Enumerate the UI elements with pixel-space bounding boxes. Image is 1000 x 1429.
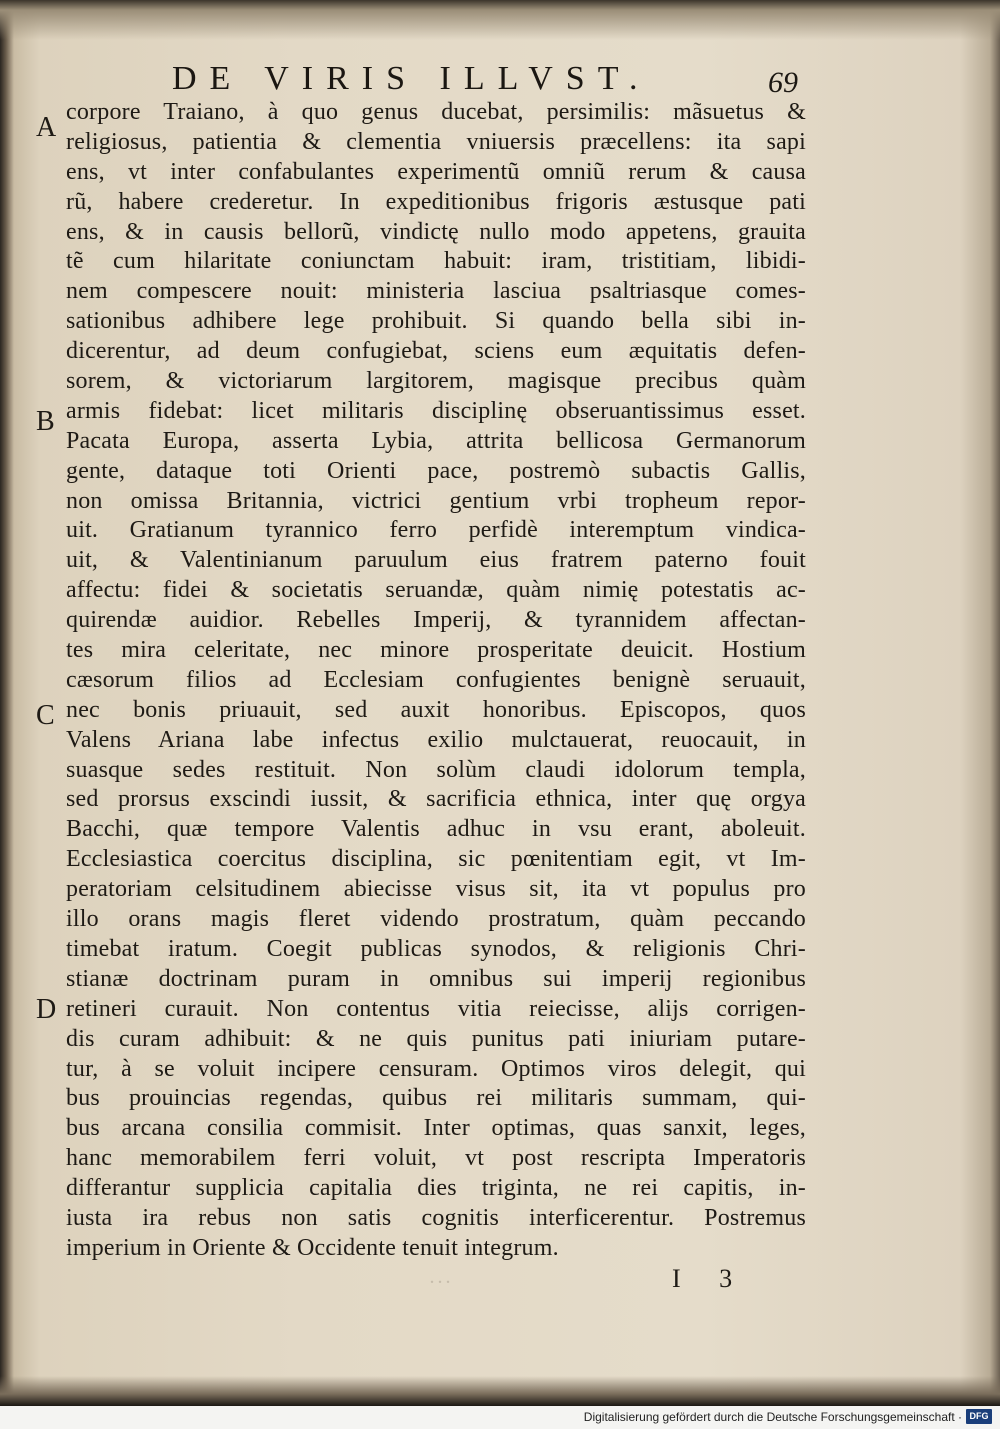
text-line: Bacchi, quæ tempore Valentis adhuc in vsu erant, aboleuit. <box>66 816 806 843</box>
text-line: bus prouincias regendas, quibus rei militaris summam, qui- <box>66 1085 806 1112</box>
text-line: Ecclesiastica coercitus disciplina, sic pœnitentiam egit, vt Im- <box>66 846 806 873</box>
text-line: nem compescere nouit: ministeria lasciua psaltriasque comes- <box>66 278 806 305</box>
text-line: peratoriam celsitudinem abiecisse visus sit, ita vt populus pro <box>66 876 806 903</box>
text-line: dicerentur, ad deum confugiebat, sciens eum æquitatis defen- <box>66 338 806 365</box>
show-through-text: ... <box>430 1266 454 1288</box>
text-line: corpore Traiano, à quo genus ducebat, persimilis: mãsuetus & <box>66 99 806 125</box>
text-line: uit, & Valentinianum paruulum eius fratrem paterno fouit <box>66 547 806 574</box>
text-line: bus arcana consilia commisit. Inter optimas, quas sanxit, leges, <box>66 1115 806 1142</box>
text-line: affectu: fidei & societatis seruandæ, quàm nimię potestatis ac- <box>66 577 806 604</box>
body-text <box>66 98 806 1264</box>
margin-letter-d: D <box>36 994 57 1025</box>
text-line: Valens Ariana labe infectus exilio mulctauerat, reuocauit, in <box>66 726 806 753</box>
margin-letter-c: C <box>36 700 55 731</box>
text-line: non omissa Britannia, victrici gentium vrbi tropheum repor- <box>66 487 806 514</box>
text-line: ens, & in causis bellorũ, vindictę nullo modo appetens, grauita <box>66 218 806 245</box>
page-number: 69 <box>768 66 798 99</box>
text-line: cæsorum filios ad Ecclesiam confugientes benignè seruauit, <box>66 666 806 693</box>
funding-credit: Digitalisierung gefördert durch die Deutsche Forschungsgemeinschaft · <box>583 1410 962 1424</box>
text-line: suasque sedes restituit. Non solùm claudi idolorum templa, <box>66 756 806 783</box>
text-line: sed prorsus exscindi iussit, & sacrificia ethnica, inter quę orgya <box>66 786 806 813</box>
text-line: dis curam adhibuit: & ne quis punitus pati iniuriam putare- <box>66 1025 806 1052</box>
text-line: stianæ doctrinam puram in omnibus sui imperij regionibus <box>66 965 806 992</box>
text-line: Pacata Europa, asserta Lybia, attrita bellicosa Germanorum <box>66 427 806 454</box>
text-line: differantur supplicia capitalia dies triginta, ne rei capitis, in- <box>66 1175 806 1202</box>
text-line: nec bonis priuauit, sed auxit honoribus. Episcopos, quos <box>66 696 806 723</box>
text-line: uit. Gratianum tyrannico ferro perfidè interemptum vindica- <box>66 517 806 544</box>
text-line: hanc memorabilem ferri voluit, vt post rescripta Imperatoris <box>66 1145 806 1172</box>
text-line: religiosus, patientia & clementia vniuersis præcellens: ita sapi <box>66 128 806 155</box>
text-line: illo orans magis fleret videndo prostratum, quàm peccando <box>66 906 806 933</box>
signature-mark: I 3 <box>672 1264 749 1293</box>
dfg-logo: DFG <box>966 1409 992 1424</box>
footer-bar <box>0 1406 1000 1429</box>
margin-letter-b: B <box>36 406 55 437</box>
text-line: tur, à se voluit incipere censuram. Optimos viros delegit, qui <box>66 1055 806 1082</box>
running-head: DE VIRIS ILLVST. <box>172 60 651 97</box>
margin-letter-a: A <box>36 112 57 143</box>
text-line: iusta ira rebus non satis cognitis interficerentur. Postremus <box>66 1204 806 1231</box>
text-line: gente, dataque toti Orienti pace, postremò subactis Gallis, <box>66 457 806 484</box>
text-line: retineri curauit. Non contentus vitia reiecisse, alijs corrigen- <box>66 995 806 1022</box>
text-line: quirendæ auidior. Rebelles Imperij, & tyrannidem affectan- <box>66 607 806 634</box>
text-line: tes mira celeritate, nec minore prosperitate deuicit. Hostium <box>66 637 806 664</box>
text-line: timebat iratum. Coegit publicas synodos, & religionis Chri- <box>66 935 806 962</box>
text-line: sorem, & victoriarum largitorem, magisque precibus quàm <box>66 368 806 395</box>
text-line: armis fidebat: licet militaris disciplinę obseruantissimus esset. <box>66 397 806 424</box>
text-line: sationibus adhibere lege prohibuit. Si quando bella sibi in- <box>66 308 806 335</box>
text-line: rũ, habere crederetur. In expeditionibus frigoris æstusque pati <box>66 188 806 215</box>
text-line: imperium in Oriente & Occidente tenuit integrum. <box>66 1234 559 1261</box>
text-line: ens, vt inter confabulantes experimentũ omniũ rerum & causa <box>66 158 806 185</box>
text-line: tẽ cum hilaritate coniunctam habuit: iram, tristitiam, libidi- <box>66 248 806 275</box>
